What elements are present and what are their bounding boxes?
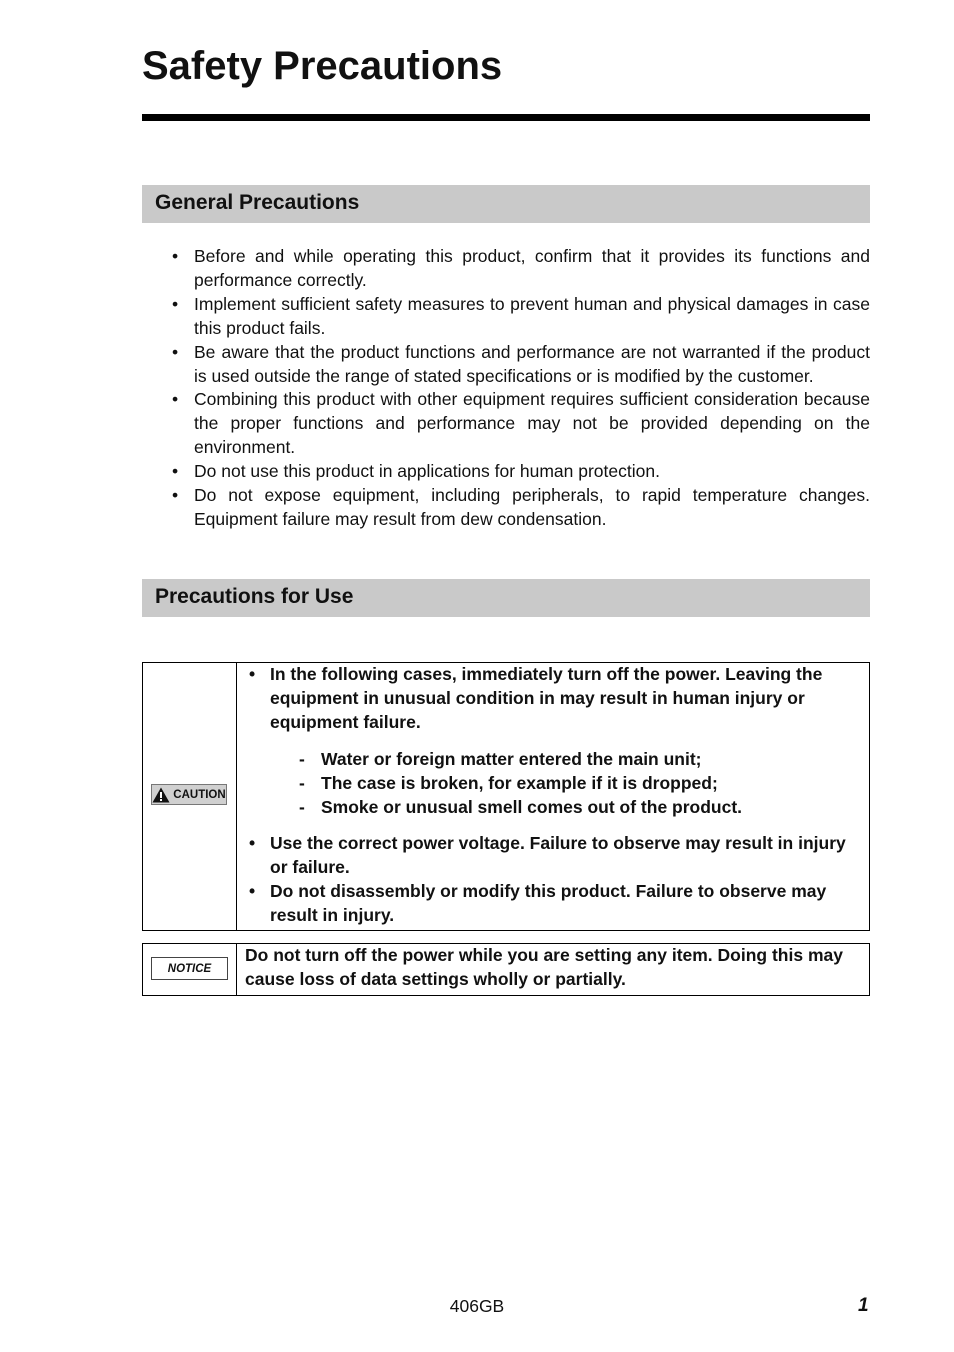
section-heading-use: Precautions for Use — [155, 585, 354, 608]
notice-box — [142, 943, 870, 996]
notice-badge: NOTICE — [151, 957, 228, 980]
caution-badge — [151, 784, 227, 805]
caution-item — [245, 663, 861, 819]
caution-sub-item: - The case is broken, for example if it is dropped; — [270, 772, 861, 796]
caution-list — [245, 663, 861, 928]
list-item: • Be aware that the product functions and performance are not warranted if the product is used outside the range of stated specifications or is modified by the customer. — [172, 341, 870, 389]
caution-box — [142, 662, 870, 931]
list-item: • Implement sufficient safety measures to prevent human and physical damages in case this product fails. — [172, 293, 870, 341]
general-precautions-list — [172, 245, 870, 532]
caution-item: • Do not disassembly or modify this product. Failure to observe may result in injury. — [245, 880, 861, 928]
notice-content: Do not turn off the power while you are setting any item. Doing this may cause loss of data settings wholly or partially. — [245, 945, 843, 989]
caution-item: • Use the correct power voltage. Failure to observe may result in injury or failure. — [245, 832, 861, 880]
caution-sub-list — [270, 748, 861, 820]
page-number: 1 — [858, 1295, 869, 1316]
list-item: • Do not use this product in applications for human protection. — [172, 460, 870, 484]
title-rule — [142, 114, 870, 121]
notice-label-cell — [143, 944, 237, 995]
caution-badge-label: CAUTION — [173, 788, 226, 801]
caution-sub-item: - Water or foreign matter entered the main unit; — [270, 748, 861, 772]
document-code: 406GB — [449, 1296, 505, 1316]
section-header-general — [142, 185, 870, 223]
caution-sub-item: - Smoke or unusual smell comes out of the product. — [270, 796, 861, 820]
section-heading-general: General Precautions — [155, 191, 360, 214]
caution-item-text: In the following cases, immediately turn off the power. Leaving the equipment in unusual condition in may result in human injury or equipment failure. — [270, 664, 823, 732]
list-item: • Before and while operating this product, confirm that it provides its functions and performance correctly. — [172, 245, 870, 293]
section-header-use — [142, 579, 870, 617]
list-item: • Combining this product with other equipment requires sufficient consideration because the proper functions and performance may not be provided depending on the environment. — [172, 388, 870, 460]
list-item: • Do not expose equipment, including peripherals, to rapid temperature changes. Equipment failure may result from dew condensation. — [172, 484, 870, 532]
caution-content — [237, 663, 869, 930]
page-title: Safety Precautions — [142, 44, 503, 88]
caution-label-cell — [143, 663, 237, 930]
warning-triangle-icon — [152, 787, 170, 803]
